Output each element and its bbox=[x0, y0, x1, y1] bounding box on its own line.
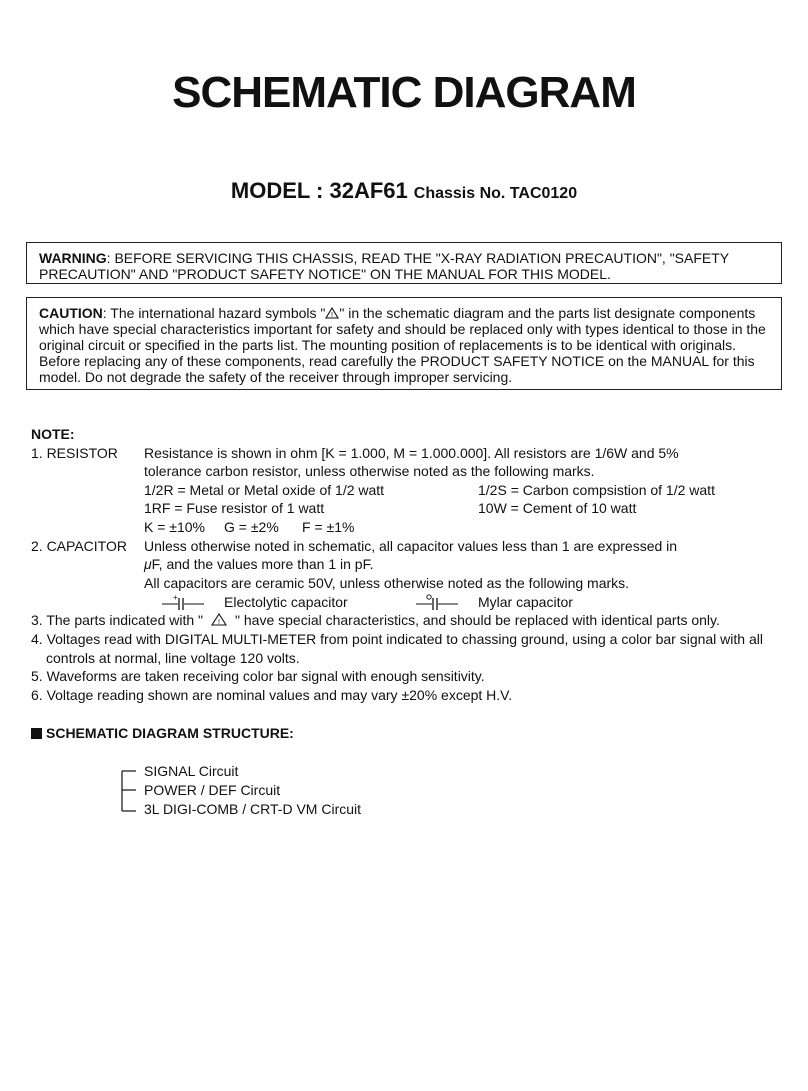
resistor-text-1: Resistance is shown in ohm [K = 1.000, M = 1.000.000]. All resistors are 1/6W and 5% bbox=[144, 445, 679, 461]
caution-text-2: which have special characteristics important for safety and should be replaced only with types identical to those in the bbox=[39, 321, 766, 337]
note-item-3b: " have special characteristics, and should be replaced with identical parts only. bbox=[235, 612, 720, 628]
warning-box bbox=[26, 242, 782, 284]
note-item-4-line-1: 4. Voltages read with DIGITAL MULTI-METER from point indicated to chassing ground, using a color bar signal with all bbox=[31, 631, 763, 647]
tolerance-f: F = ±1% bbox=[302, 519, 355, 535]
warning-text-2: PRECAUTION" AND "PRODUCT SAFETY NOTICE" ON THE MANUAL FOR THIS MODEL. bbox=[39, 266, 611, 282]
svg-text:!: ! bbox=[331, 312, 334, 319]
warning-heading: WARNING bbox=[39, 250, 107, 266]
note-item-3 bbox=[31, 612, 720, 629]
svg-text:!: ! bbox=[218, 619, 221, 626]
model-label: MODEL : 32AF61 bbox=[230, 178, 408, 203]
caution-heading: CAUTION bbox=[39, 305, 103, 321]
resistor-label: 1. RESISTOR bbox=[31, 445, 118, 461]
tolerance-g: G = ±2% bbox=[224, 519, 279, 535]
resistor-mark-1rf: 1RF = Fuse resistor of 1 watt bbox=[144, 500, 325, 516]
capacitor-label: 2. CAPACITOR bbox=[31, 538, 127, 554]
note-item-6: 6. Voltage reading shown are nominal values and may vary ±20% except H.V. bbox=[31, 687, 513, 703]
warning-text-1: : BEFORE SERVICING THIS CHASSIS, READ THE "X-RAY RADIATION PRECAUTION", "SAFETY bbox=[106, 250, 730, 266]
tolerance-k: K = ±10% bbox=[144, 519, 205, 535]
capacitor-text-1: Unless otherwise noted in schematic, all capacitor values less than 1 are expressed in bbox=[144, 538, 678, 554]
hazard-triangle-icon bbox=[325, 307, 339, 319]
svg-text:+: + bbox=[173, 593, 178, 602]
structure-heading bbox=[31, 725, 294, 742]
caution-box bbox=[26, 297, 782, 390]
page-title: SCHEMATIC DIAGRAM bbox=[172, 68, 636, 117]
mylar-capacitor-label: Mylar capacitor bbox=[478, 594, 573, 610]
structure-item-digi-comb: 3L DIGI-COMB / CRT-D VM Circuit bbox=[144, 801, 362, 817]
capacitor-text-2 bbox=[144, 556, 373, 573]
structure-item-power-def: POWER / DEF Circuit bbox=[144, 782, 281, 798]
mu-symbol: μ bbox=[144, 556, 152, 572]
electrolytic-capacitor-label: Electolytic capacitor bbox=[224, 594, 348, 610]
structure-heading-text: SCHEMATIC DIAGRAM STRUCTURE: bbox=[46, 725, 294, 741]
square-bullet-icon bbox=[31, 728, 42, 739]
electrolytic-capacitor-icon bbox=[160, 593, 208, 611]
structure-tree-bracket bbox=[118, 768, 142, 816]
caution-text-4: Before replacing any of these components, read carefully the PRODUCT SAFETY NOTICE on the MANUAL for this bbox=[39, 353, 755, 369]
model-line bbox=[0, 178, 808, 204]
caution-text-1a: : The international hazard symbols " bbox=[102, 305, 326, 321]
structure-item-signal: SIGNAL Circuit bbox=[144, 763, 239, 779]
note-heading: NOTE: bbox=[31, 426, 75, 442]
capacitor-text-2-rest: F, and the values more than 1 in pF. bbox=[151, 556, 374, 572]
note-item-3a: 3. The parts indicated with " bbox=[31, 612, 204, 628]
resistor-mark-10w: 10W = Cement of 10 watt bbox=[478, 500, 637, 516]
chassis-number: Chassis No. TAC0120 bbox=[413, 185, 578, 202]
capacitor-text-3: All capacitors are ceramic 50V, unless otherwise noted as the following marks. bbox=[144, 575, 630, 591]
caution-text-1b: " in the schematic diagram and the parts list designate components bbox=[339, 305, 756, 321]
hazard-triangle-icon bbox=[211, 613, 227, 626]
resistor-mark-1-2s: 1/2S = Carbon compsistion of 1/2 watt bbox=[478, 482, 715, 498]
note-item-4-line-2: controls at normal, line voltage 120 volts. bbox=[46, 650, 300, 666]
caution-text-5: model. Do not degrade the safety of the receiver through improper servicing. bbox=[39, 369, 513, 385]
mylar-capacitor-icon bbox=[414, 593, 462, 611]
resistor-mark-1-2r: 1/2R = Metal or Metal oxide of 1/2 watt bbox=[144, 482, 385, 498]
note-item-5: 5. Waveforms are taken receiving color bar signal with enough sensitivity. bbox=[31, 668, 485, 684]
caution-text-3: original circuit or specified in the parts list. The mounting position of replacements is to be identical with originals. bbox=[39, 337, 736, 353]
resistor-text-2: tolerance carbon resistor, unless otherwise noted as the following marks. bbox=[144, 463, 595, 479]
